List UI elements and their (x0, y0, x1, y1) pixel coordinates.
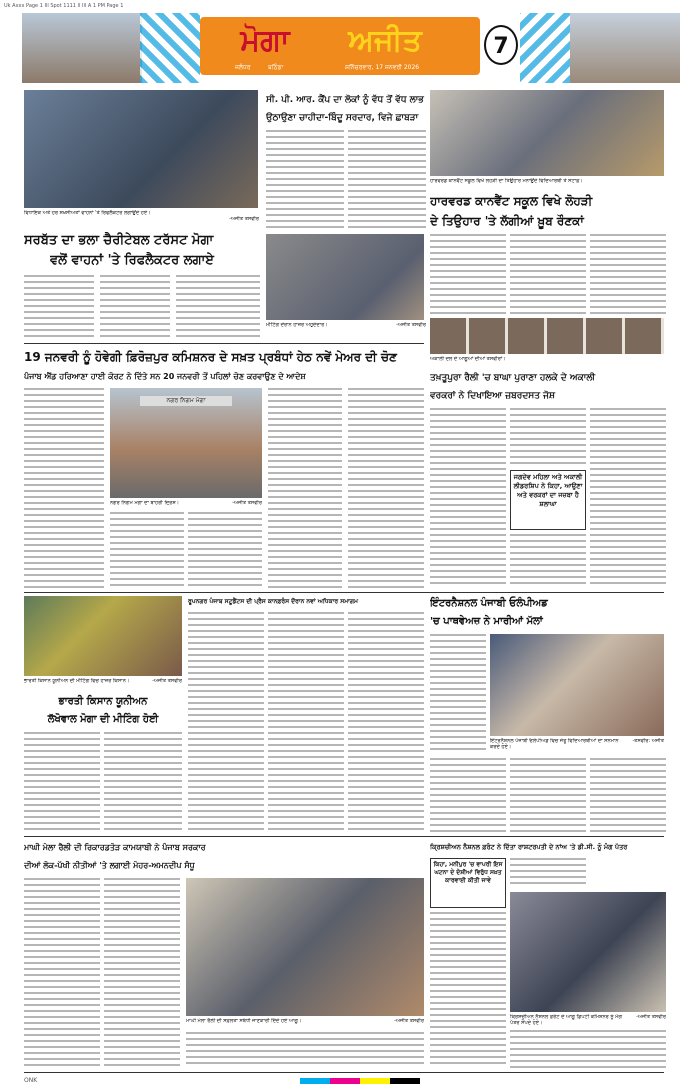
lohri-photo (430, 90, 664, 176)
footer-registration: ONK (24, 1077, 38, 1084)
christian-body-col1 (430, 912, 506, 1068)
masthead-sub-left: ਜਲੰਧਰ (235, 64, 251, 71)
cpr-body-col2 (348, 130, 426, 230)
lohri-headline-2: ਦੇ ਤਿਉਹਾਰ 'ਤੇ ਲੱਗੀਆਂ ਖ਼ੂਬ ਰੌਣਕਾਂ (430, 214, 584, 228)
christian-photo-credit: -ਅਜੀਤ ਤਸਵੀਰ (636, 1014, 666, 1020)
trust-headline-1: ਸਰਬੱਤ ਦਾ ਭਲਾ ਚੈਰੀਟੇਬਲ ਟਰੱਸਟ ਮੋਗਾ (24, 233, 214, 248)
rule-2 (24, 592, 664, 593)
maghi-photo-caption: ਮਾਘੀ ਮੇਲਾ ਰੈਲੀ ਦੀ ਸਫ਼ਲਤਾ ਸਬੰਧੀ ਜਾਣਕਾਰੀ ਦਿੰਦੇ ਹੋਏ ਆਗੂ। (186, 1018, 302, 1024)
footer-rule (24, 1072, 664, 1073)
trust-body-col3 (176, 275, 260, 340)
press-body-col2 (268, 612, 344, 832)
masthead-left-photo (22, 13, 142, 83)
olympiad-photo (490, 634, 664, 736)
meeting-photo-credit: -ਅਜੀਤ ਤਸਵੀਰ (396, 322, 426, 328)
olympiad-body-col3 (510, 758, 586, 832)
rally-pullquote (510, 470, 586, 530)
mayor-body-col1 (24, 388, 104, 588)
masthead-title-right: ਅਜੀਤ (348, 23, 422, 58)
lohri-body-col2 (510, 234, 586, 314)
rally-pullquote-text: ਜਗਦੇਵ ਮਹਿਲਾ ਅਤੇ ਅਕਾਲੀ ਲੀਡਰਸ਼ਿਪ ਨੇ ਕਿਹਾ, ਆਉਣਾ ਅਤੇ ਵਰਕਰਾਂ ਦਾ ਜਜ਼ਬਾ ਹੈ ਸ਼ਲਾਘਾ (513, 473, 583, 508)
christian-pullquote (430, 858, 506, 908)
lohri-headline-1: ਹਾਰਵਰਡ ਕਾਨਵੈਂਟ ਸਕੂਲ ਵਿਖੇ ਲੋਹੜੀ (430, 194, 593, 208)
maghi-headline-1: ਮਾਘੀ ਮੇਲਾ ਰੈਲੀ ਦੀ ਰਿਕਾਰਡਤੋੜ ਕਾਮਯਾਬੀ ਨੇ ਪੰਜਾਬ ਸਰਕਾਰ (24, 843, 206, 852)
mayor-headline-2: ਪੰਜਾਬ ਐਂਡ ਹਰਿਆਣਾ ਹਾਈ ਕੋਰਟ ਨੇ ਦਿੱਤੇ ਸਨ 20 ਜਨਵਰੀ ਤੋਂ ਪਹਿਲਾਂ ਚੋਣ ਕਰਵਾਉਣ ਦੇ ਆਦੇਸ਼ (24, 372, 306, 381)
meeting-photo-caption: ਮੀਟਿੰਗ ਦੌਰਾਨ ਹਾਜ਼ਰ ਅਹੁਦੇਦਾਰ। (266, 322, 328, 328)
maghi-body-col1 (24, 878, 100, 1068)
christian-headline: ਕ੍ਰਿਸ਼ਚੀਅਨ ਨੈਸ਼ਨਲ ਫ਼ਰੰਟ ਨੇ ਦਿੱਤਾ ਰਾਸ਼ਟਰਪਤੀ ਦੇ ਨਾਂਅ 'ਤੇ ਡੀ.ਸੀ. ਨੂੰ ਮੰਗ ਪੱਤਰ (430, 843, 628, 851)
building-photo-credit: -ਅਜੀਤ ਤਸਵੀਰ (232, 500, 262, 506)
press-body-col3 (348, 612, 424, 832)
rally-headline-1: ਤਖ਼ਤੂਪੁਰਾ ਰੈਲੀ 'ਚ ਬਾਘਾ ਪੁਰਾਣਾ ਹਲਕੇ ਦੇ ਅਕਾਲੀ (430, 373, 596, 383)
olympiad-headline-2: 'ਚ ਪਾਥਵੇਅਜ਼ ਨੇ ਮਾਰੀਆਂ ਮੱਲਾਂ (430, 616, 543, 627)
print-slug: Uk Axxx Page 1 Ill Spot 1111 ll Ill A 1 PM Page 1 (4, 3, 124, 9)
rally-body-col3 (590, 408, 666, 588)
rule-1 (24, 343, 424, 344)
christian-body-col3 (510, 1030, 666, 1068)
building-photo (110, 388, 262, 498)
lohri-photo-caption: ਹਾਰਵਰਡ ਕਾਨਵੈਂਟ ਸਕੂਲ ਵਿਖੇ ਲੋਹੜੀ ਦਾ ਤਿਉਹਾਰ ਮਨਾਉਂਦੇ ਵਿਦਿਆਰਥੀ ਤੇ ਸਟਾਫ਼। (430, 178, 583, 184)
maghi-headline-2: ਦੀਆਂ ਲੋਕ-ਪੱਖੀ ਨੀਤੀਆਂ 'ਤੇ ਲਗਾਈ ਮੋਹਰ-ਅਮਨਦੀਪ ਸੰਧੂ (24, 861, 195, 870)
footer-color-bar (300, 1078, 420, 1084)
masthead-right-photo (570, 13, 680, 83)
rally-headline-2: ਵਰਕਰਾਂ ਨੇ ਦਿਖਾਇਆ ਜ਼ਬਰਦਸਤ ਜੋਸ਼ (430, 391, 556, 401)
maghi-photo (186, 878, 424, 1016)
cpr-headline-2: ਉਠਾਉਣਾ ਚਾਹੀਦਾ-ਬਿੰਦੂ ਸਰਦਾਰ, ਵਿਜੇ ਛਾਬੜਾ (266, 113, 419, 123)
masthead-title-left: ਮੋਗਾ (240, 23, 290, 58)
reflector-photo-credit: -ਅਜੀਤ ਤਸਵੀਰ (229, 216, 259, 222)
olympiad-body-col2 (430, 758, 506, 832)
reflector-photo (24, 90, 258, 208)
press-headline: ਰੂਪਨਗਰ ਪੰਜਾਬ ਸਟੂਡੈਂਟਸ ਦੀ ਪ੍ਰੈਸ ਕਾਨਫ਼ਰੰਸ ਦੌਰਾਨ ਨਵਾਂ ਅਧਿਕਾਰ ਸਮਾਗਮ (188, 598, 358, 605)
building-sign: ਨਗਰ ਨਿਗਮ ਮੋਗਾ (140, 396, 232, 406)
mayor-body-col4 (268, 388, 342, 588)
christian-body-col2 (510, 858, 586, 888)
lohri-body-col3 (590, 234, 666, 314)
olympiad-photo-credit: -ਤਸਵੀਰ: ਅਜੀਤ (632, 738, 664, 744)
olympiad-body-col4 (590, 758, 666, 832)
portraits-row (430, 318, 664, 354)
christian-photo-caption: ਕ੍ਰਿਸ਼ਚੀਅਨ ਨੈਸ਼ਨਲ ਫ਼ਰੰਟ ਦੇ ਆਗੂ ਡਿਪਟੀ ਕਮਿਸ਼ਨਰ ਨੂੰ ਮੰਗ ਪੱਤਰ ਸੌਂਪਦੇ ਹੋਏ। (510, 1014, 622, 1026)
cpr-body-col1 (266, 130, 344, 230)
masthead-sub-sep: ਬਠਿੰਡਾ (268, 64, 284, 71)
mayor-body-col2 (110, 512, 184, 588)
press-body-col1 (188, 612, 264, 832)
meeting-photo (266, 234, 424, 320)
trust-body-col1 (24, 275, 94, 340)
rally-body-col1 (430, 408, 506, 588)
farmers-body-col2 (104, 732, 182, 832)
lohri-body-col1 (430, 234, 506, 314)
mayor-body-col3 (188, 512, 262, 588)
rule-3 (24, 836, 664, 837)
olympiad-photo-caption: ਇੰਟਰਨੈਸ਼ਨਲ ਪੰਜਾਬੀ ਓਲੰਪੀਅਡ ਵਿਚ ਜੇਤੂ ਵਿਦਿਆਰਥੀਆਂ ਦਾ ਸਨਮਾਨ ਕਰਦੇ ਹੋਏ। (490, 738, 619, 750)
farmers-photo (24, 596, 182, 676)
christian-photo (510, 892, 666, 1012)
page-number: 7 (484, 25, 518, 65)
farmers-photo-credit: -ਅਜੀਤ ਤਸਵੀਰ (152, 678, 182, 684)
christian-pullquote-text: ਕਿਹਾ, ਮਨੀਪੁਰ 'ਚ ਵਾਪਰੀ ਇਸ ਘਟਨਾ ਦੇ ਦੋਸ਼ੀਆਂ ਵਿਰੁੱਧ ਸਖ਼ਤ ਕਾਰਵਾਈ ਕੀਤੀ ਜਾਵੇ (433, 861, 503, 884)
olympiad-body-col1 (430, 634, 486, 754)
portraits-caption: ਅਕਾਲੀ ਦਲ ਦੇ ਆਗੂਆਂ ਦੀਆਂ ਤਸਵੀਰਾਂ। (430, 356, 506, 362)
mayor-headline-1: 19 ਜਨਵਰੀ ਨੂੰ ਹੋਵੇਗੀ ਫ਼ਿਰੋਜ਼ਪੁਰ ਕਮਿਸ਼ਨਰ ਦੇ ਸਖ਼ਤ ਪ੍ਰਬੰਧਾਂ ਹੇਠ ਨਵੇਂ ਮੇਅਰ ਦੀ ਚੋਣ (24, 350, 397, 364)
rally-body-col2a (510, 408, 586, 468)
masthead-pattern-right (520, 13, 570, 83)
maghi-body-col3 (186, 1032, 424, 1068)
building-photo-caption: ਨਗਰ ਨਿਗਮ ਮੋਗਾ ਦਾ ਬਾਹਰੀ ਦ੍ਰਿਸ਼। (110, 500, 180, 506)
farmers-body-col1 (24, 732, 100, 832)
cpr-headline-1: ਸੀ. ਪੀ. ਆਰ. ਕੈਂਪ ਦਾ ਲੋਕਾਂ ਨੂੰ ਵੱਧ ਤੋਂ ਵੱਧ ਲਾਭ (266, 95, 424, 105)
masthead-pattern-left (140, 13, 200, 83)
farmers-headline-1: ਭਾਰਤੀ ਕਿਸਾਨ ਯੂਨੀਅਨ (58, 696, 148, 707)
trust-headline-2: ਵਲੋਂ ਵਾਹਨਾਂ 'ਤੇ ਰਿਫਲੈਕਟਰ ਲਗਾਏ (50, 253, 214, 268)
mayor-body-col5 (348, 388, 424, 588)
maghi-photo-credit: -ਅਜੀਤ ਤਸਵੀਰ (394, 1018, 424, 1024)
maghi-body-col2 (104, 878, 180, 1068)
rally-body-col2b (510, 534, 586, 588)
olympiad-headline-1: ਇੰਟਰਨੈਸ਼ਨਲ ਪੰਜਾਬੀ ਓਲੰਪੀਅਡ (430, 598, 548, 609)
masthead-date: ਸ਼ਨਿੱਚਰਵਾਰ, 17 ਜਨਵਰੀ 2026 (345, 64, 420, 71)
farmers-photo-caption: ਭਾਰਤੀ ਕਿਸਾਨ ਯੂਨੀਅਨ ਦੀ ਮੀਟਿੰਗ ਵਿਚ ਹਾਜ਼ਰ ਕਿਸਾਨ। (24, 678, 130, 684)
trust-body-col2 (100, 275, 170, 340)
masthead (0, 11, 687, 87)
farmers-headline-2: ਲੱਖੋਵਾਲ ਮੋਗਾ ਦੀ ਮੀਟਿੰਗ ਹੋਈ (47, 714, 159, 725)
reflector-photo-caption: ਵਿਧਾਇਕ ਅਤੇ ਹੋਰ ਸ਼ਖ਼ਸੀਅਤਾਂ ਵਾਹਨਾਂ 'ਤੇ ਰਿਫਲੈਕਟਰ ਲਗਾਉਂਦੇ ਹੋਏ। (24, 210, 151, 216)
